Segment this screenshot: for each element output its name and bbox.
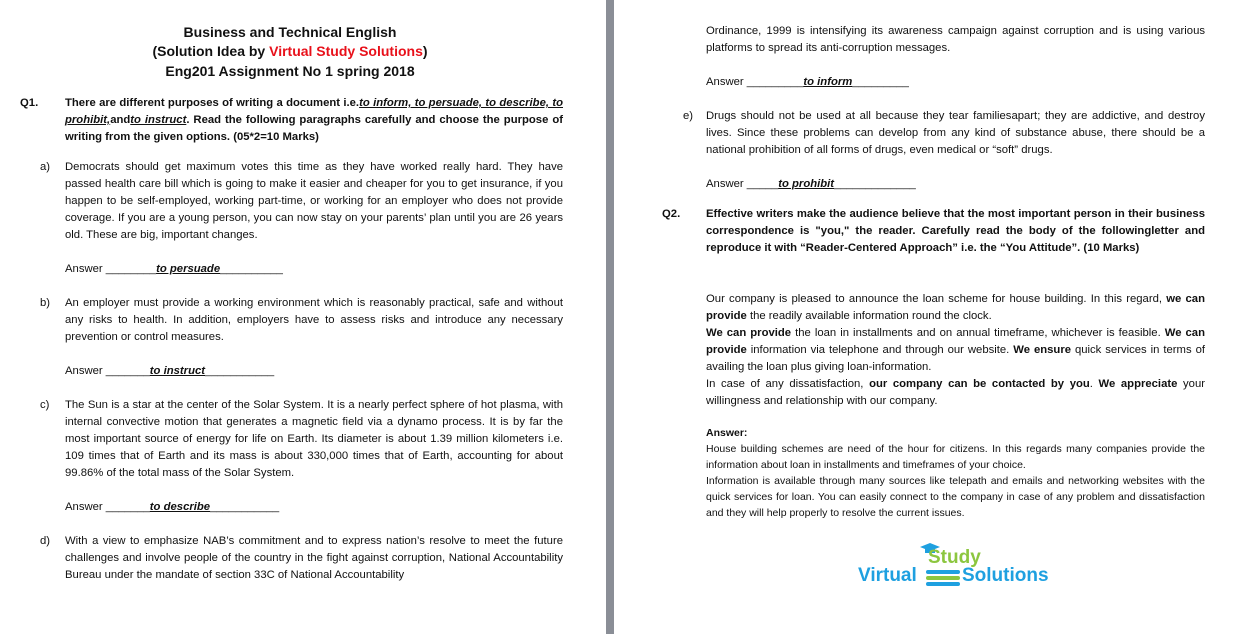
item-d-text: With a view to emphasize NAB’s commitment and to express nation’s resolve to meet the future challenges and involve people of the country in the fight against corruption, National Accountability Bureau under the mandate of section 33C of National Accountability [65, 535, 563, 581]
answer-body [706, 441, 1205, 521]
item-d-text-cont: Ordinance, 1999 is intensifying its awareness campaign against corruption and is using various platforms to spread its anti-corruption messages. [706, 25, 1205, 54]
doc-subtitle: (Solution Idea by Virtual Study Solutions) [152, 43, 428, 59]
item-b-label: b) [40, 297, 51, 309]
item-d-label: d) [40, 535, 51, 547]
item-c-text: The Sun is a star at the center of the Solar System. It is a nearly perfect sphere of hot plasma, with internal convective motion that generates a magnetic field via a dynamo process. It is by far the most important source of energy for life on Earth. Its diameter is about 1.39 million kilometers i.e. 109 times that of Earth and its mass is about 330,000 times that of Earth, accounting for about 99.86% of the total mass of the Solar System. [65, 399, 563, 479]
page-left [0, 0, 606, 634]
item-b-text: An employer must provide a working environment which is reasonably practical, safe and without any risks to health. In addition, employers have to assess risks and introduce any necessary prevention or control measures. [65, 297, 563, 343]
logo-study: Study [928, 547, 981, 568]
letter-para-3: In case of any dissatisfaction, our company can be contacted by you. We appreciate your willingness and relationship with our company. [706, 378, 1205, 407]
page-right [614, 0, 1237, 634]
item-c-label: c) [40, 399, 50, 411]
logo-virtual: Virtual [858, 565, 917, 586]
item-c-answer: Answer _______to describe___________ [65, 501, 280, 513]
assignment-title: Eng201 Assignment No 1 spring 2018 [165, 63, 415, 79]
item-a-answer: Answer ________to persuade__________ [65, 263, 283, 275]
item-e-label: e) [683, 110, 694, 122]
q1-prompt: There are different purposes of writing a document i.e.to inform, to persuade, to describe, to prohibit,andto instruct. Read the following paragraphs carefully and choose the purpose of writing from the given options. (05*2=10 Marks) [65, 97, 563, 143]
answer-para-2: Information is available through many sources like telepath and emails and networking websites with the quick services for loan. You can easily connect to the company in case of any problem and dissatisfaction and they will help properly to resolve the current issues. [706, 475, 1205, 519]
logo-solutions: Solutions [962, 565, 1049, 586]
answer-para-1: House building schemes are need of the hour for citizens. In this regards many companies provide the information about loan in installments and timeframes of your choice. [706, 443, 1205, 471]
page-gutter [606, 0, 614, 634]
letter-body [706, 291, 1205, 410]
item-e-text: Drugs should not be used at all because they tear familiesapart; they are addictive, and destroy lives. Since these problems can develop from any kind of substance abuse, there should be a national prohibition of all forms of drugs, even medical or “soft” drugs. [706, 110, 1205, 156]
doc-title: Business and Technical English [183, 24, 397, 40]
item-e-answer: Answer _____to prohibit_____________ [706, 178, 916, 190]
item-d-answer: Answer _________to inform_________ [706, 76, 909, 88]
letter-para-2: We can provide the loan in installments and on annual timeframe, whichever is feasible. We can provide information via telephone and through our website. We ensure quick services in terms of availing the loan plus giving loan-information. [706, 327, 1205, 373]
q2-prompt: Effective writers make the audience believe that the most important person in their business correspondence is "you," the reader. Carefully read the body of the followingletter and reproduce it with “Reader-Centered Approach” i.e. the “You Attitude”. (10 Marks) [706, 208, 1205, 254]
q1-label: Q1. [20, 97, 39, 109]
q2-label: Q2. [662, 208, 681, 220]
answer-label: Answer: [706, 427, 748, 439]
item-a-label: a) [40, 161, 51, 173]
books-icon [926, 569, 960, 587]
item-a-text: Democrats should get maximum votes this time as they have worked really hard. They have passed health care bill which is going to make it easier and cheaper for you to get insurance, if you happen to be self-employed, working part-time, or working for an employer who does not provide coverage. If you are a young person, you can now stay on your parents’ plan until you are 26 years old. These are big, important changes. [65, 161, 563, 241]
virtual-study-solutions-logo [858, 543, 1058, 591]
item-b-answer: Answer _______to instruct___________ [65, 365, 275, 377]
letter-para-1: Our company is pleased to announce the loan scheme for house building. In this regard, we can provide the readily available information round the clock. [706, 293, 1205, 322]
